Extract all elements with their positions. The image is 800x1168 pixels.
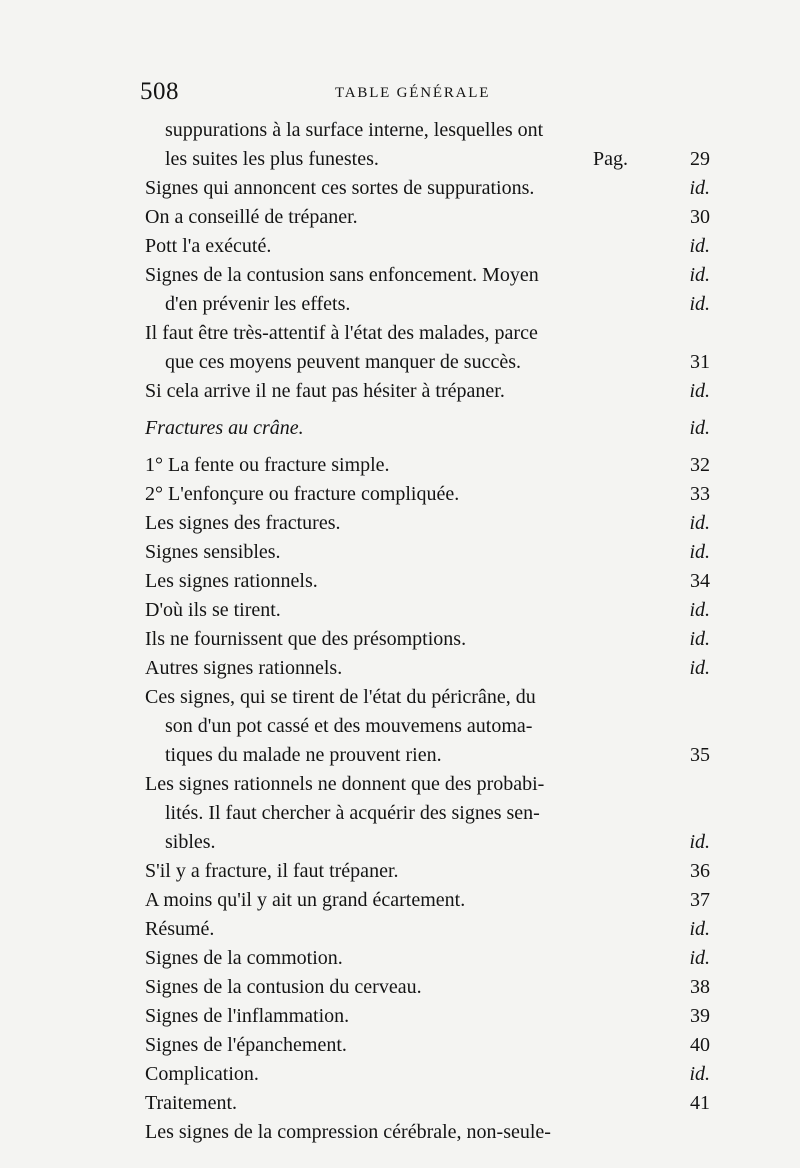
entry-text: Pott l'a exécuté. [145,235,272,257]
entry-text: On a conseillé de trépaner. [145,206,358,228]
entry-text: Si cela arrive il ne faut pas hésiter à trépaner. [145,380,505,402]
running-title: TABLE GÉNÉRALE [335,85,491,101]
page-reference: id. [689,599,710,621]
entry-text: sibles. [165,831,216,853]
entry-text: Signes de l'épanchement. [145,1034,347,1056]
toc-entry [145,1002,712,1031]
page-reference: id. [689,380,710,402]
page-reference: id. [689,235,710,257]
toc-entry [145,348,712,377]
toc-entry [145,915,712,944]
toc-entry [145,116,712,145]
entry-text: Autres signes rationnels. [145,657,343,679]
entry-text: tiques du malade ne prouvent rien. [165,744,442,766]
page-reference: 36 [690,860,710,882]
toc-entry [145,973,712,1002]
page-reference: 29 [690,148,710,170]
page-reference: id. [689,293,710,315]
page-abbrev: Pag. [593,148,628,170]
toc-entry [145,451,712,480]
entry-text: Signes sensibles. [145,541,281,563]
toc-entry [145,290,712,319]
toc-entry [145,828,712,857]
entry-text: Les signes de la compression cérébrale, non-seule- [145,1121,551,1143]
page-reference: id. [689,1063,710,1085]
entry-text: Il faut être très-attentif à l'état des malades, parce [145,322,538,344]
toc-entry [145,944,712,973]
entry-text: Les signes des fractures. [145,512,341,534]
toc-entry [145,261,712,290]
page-reference: 41 [690,1092,710,1114]
toc-entry [145,886,712,915]
entry-text: Signes qui annoncent ces sortes de suppurations. [145,177,535,199]
toc-entry [145,377,712,406]
entry-text: Signes de la contusion du cerveau. [145,976,422,998]
toc-entry [145,145,712,174]
toc-entry [145,319,712,348]
spacer [145,406,712,414]
page-reference: 31 [690,351,710,373]
page-reference: id. [689,831,710,853]
entry-text: Résumé. [145,918,215,940]
spacer [145,443,712,451]
entry-text: lités. Il faut chercher à acquérir des signes sen- [165,802,540,824]
toc-entry [145,857,712,886]
entry-text: S'il y a fracture, il faut trépaner. [145,860,399,882]
page-reference: 39 [690,1005,710,1027]
page-reference: 40 [690,1034,710,1056]
page-reference: 38 [690,976,710,998]
entry-text: Les signes rationnels. [145,570,318,592]
page-reference: id. [689,628,710,650]
entry-text: Signes de la contusion sans enfoncement. Moyen [145,264,539,286]
entry-text: Signes de la commotion. [145,947,343,969]
page-reference: id. [689,541,710,563]
page-reference: id. [689,657,710,679]
toc-entry [145,174,712,203]
page-reference: 37 [690,889,710,911]
toc-entry [145,741,712,770]
toc-entry [145,1118,712,1147]
toc-entry [145,712,712,741]
page-reference: id. [689,177,710,199]
toc-entry [145,203,712,232]
entry-text: Complication. [145,1063,259,1085]
page-reference: id. [689,264,710,286]
toc-entry [145,232,712,261]
page-reference: 33 [690,483,710,505]
entry-text: d'en prévenir les effets. [165,293,351,315]
toc-entry [145,538,712,567]
page-reference: id. [689,417,710,439]
page-reference: 35 [690,744,710,766]
toc-entry [145,654,712,683]
entry-text: 1° La fente ou fracture simple. [145,454,390,476]
page-reference: id. [689,512,710,534]
page-reference: 32 [690,454,710,476]
entry-text: Fractures au crâne. [145,417,304,439]
toc-entry [145,567,712,596]
toc-entry [145,683,712,712]
entry-text: Traitement. [145,1092,238,1114]
entry-text: son d'un pot cassé et des mouvemens automa- [165,715,533,737]
page-header [140,78,710,110]
toc-entry [145,770,712,799]
entry-text: que ces moyens peuvent manquer de succès. [165,351,521,373]
toc-entry [145,1060,712,1089]
entry-text: Signes de l'inflammation. [145,1005,350,1027]
page-number: 508 [140,78,179,105]
toc-entry [145,625,712,654]
page-reference: 34 [690,570,710,592]
toc-entry [145,1089,712,1118]
toc-entry [145,509,712,538]
entry-text: D'où ils se tirent. [145,599,281,621]
page-reference: 30 [690,206,710,228]
toc-entry [145,480,712,509]
entry-text: les suites les plus funestes. [165,148,379,170]
entry-text: Les signes rationnels ne donnent que des probabi- [145,773,545,795]
entry-text: suppurations à la surface interne, lesquelles ont [165,119,544,141]
table-of-contents [145,116,712,1147]
entry-text: A moins qu'il y ait un grand écartement. [145,889,466,911]
entry-text: 2° L'enfonçure ou fracture compliquée. [145,483,460,505]
toc-entry [145,596,712,625]
page-reference: id. [689,918,710,940]
toc-entry [145,1031,712,1060]
entry-text: Ces signes, qui se tirent de l'état du péricrâne, du [145,686,536,708]
section-heading [145,414,712,443]
toc-entry [145,799,712,828]
entry-text: Ils ne fournissent que des présomptions. [145,628,467,650]
page-reference: id. [689,947,710,969]
